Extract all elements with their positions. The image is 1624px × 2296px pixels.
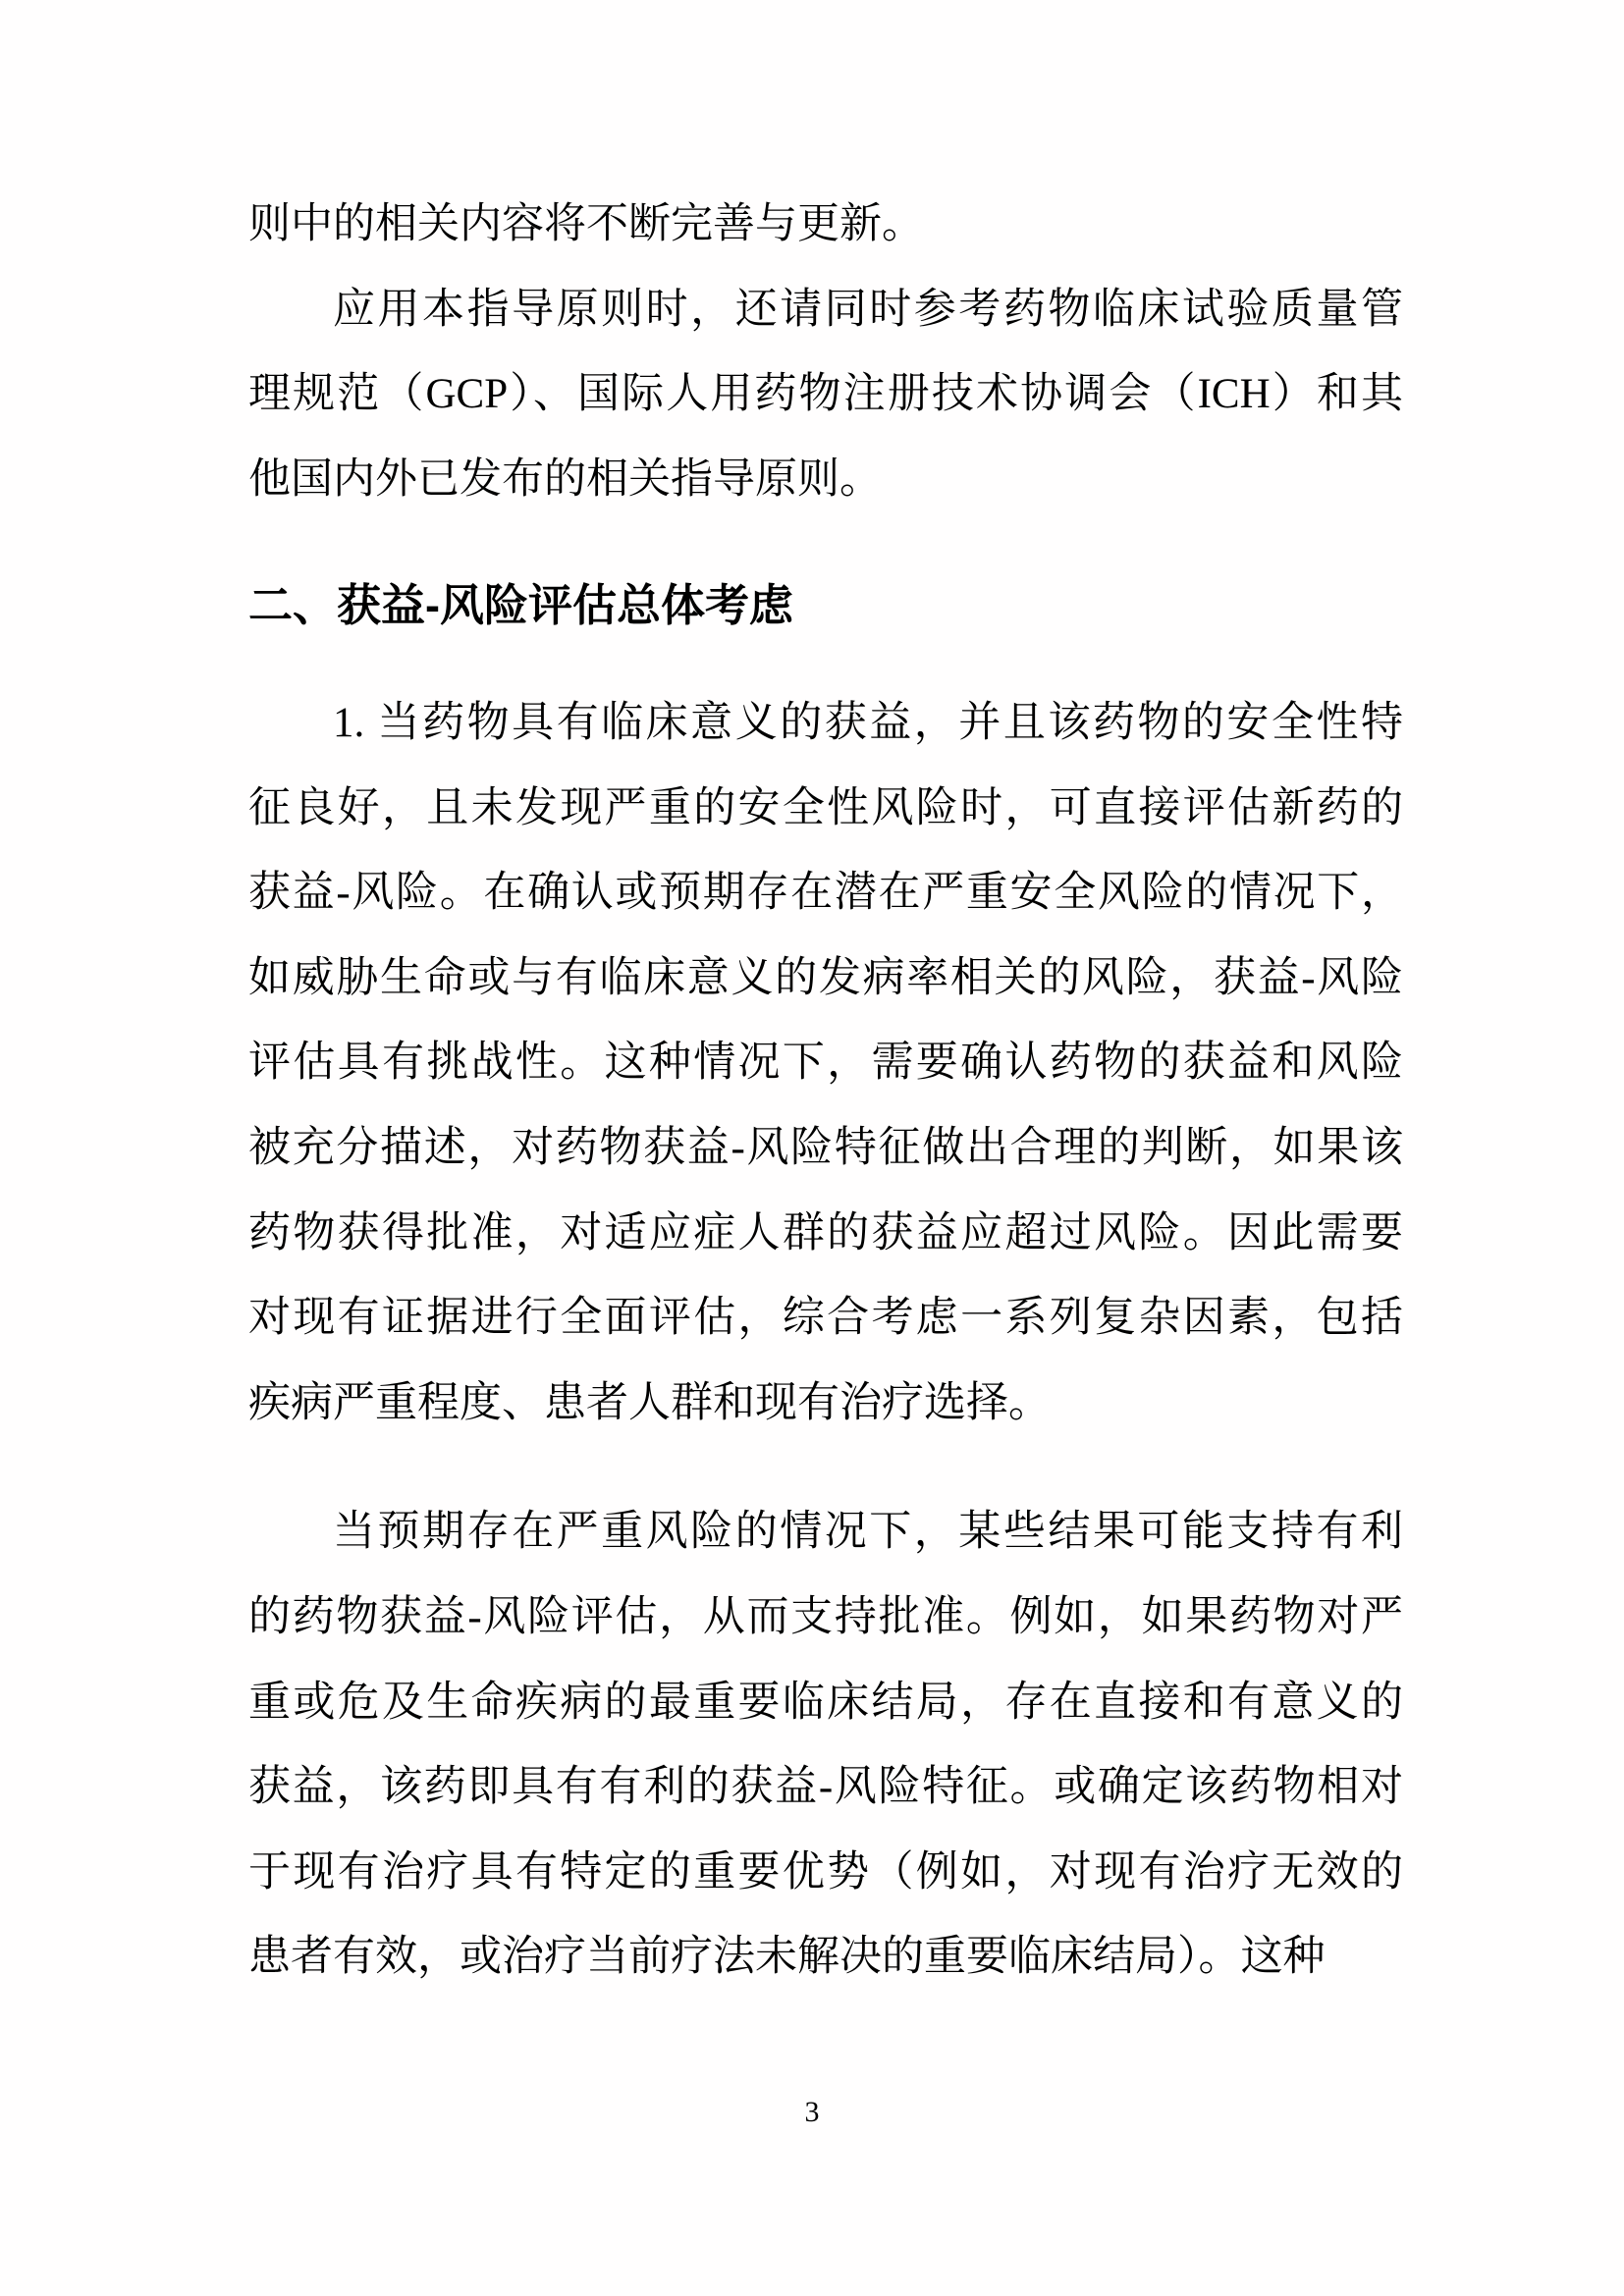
- paragraph-line: 重或危及生命疾病的最重要临床结局，存在直接和有意义的: [248, 1679, 1403, 1726]
- paragraph-line: 疾病严重程度、患者人群和现有治疗选择。: [248, 1379, 1051, 1426]
- heading-text: 二、获益-风险评估总体考虑: [248, 580, 793, 631]
- paragraph-line: 患者有效，或治疗当前疗法未解决的重要临床结局）。这种: [248, 1934, 1326, 1981]
- paragraph-line: 获益-风险。在确认或预期存在潜在严重安全风险的情况下，: [248, 870, 1403, 917]
- page-number: 3: [804, 2096, 820, 2128]
- paragraph-line: 于现有治疗具有特定的重要优势（例如，对现有治疗无效的: [248, 1848, 1403, 1896]
- paragraph: [248, 681, 1403, 1446]
- paragraph: [248, 183, 1403, 268]
- paragraph-line: 获益，该药即具有有利的获益-风险特征。或确定该药物相对: [248, 1764, 1403, 1811]
- paragraph-line: 征良好，且未发现严重的安全性风险时，可直接评估新药的: [248, 784, 1403, 831]
- page-footer: [0, 2093, 1624, 2132]
- document-body: [248, 183, 1403, 2001]
- paragraph-line: 被充分描述，对药物获益-风险特征做出合理的判断，如果该: [248, 1124, 1403, 1171]
- paragraph-line: 则中的相关内容将不断完善与更新。: [248, 201, 924, 247]
- paragraph-line: 应用本指导原则时，还请同时参考药物临床试验质量管: [333, 286, 1403, 333]
- paragraph-line: 他国内外已发布的相关指导原则。: [248, 455, 882, 503]
- paragraph-line: 药物获得批准，对适应症人群的获益应超过风险。因此需要: [248, 1209, 1403, 1256]
- paragraph-line: 理规范（GCP）、国际人用药物注册技术协调会（ICH）和其: [248, 371, 1403, 418]
- paragraph-line: 如威胁生命或与有临床意义的发病率相关的风险，获益-风险: [248, 954, 1403, 1001]
- paragraph: [248, 268, 1403, 523]
- paragraph-line: 评估具有挑战性。这种情况下，需要确认药物的获益和风险: [248, 1040, 1403, 1087]
- paragraph-line: 的药物获益-风险评估，从而支持批准。例如，如果药物对严: [248, 1593, 1403, 1640]
- section-heading: [248, 563, 1403, 649]
- paragraph-line: 当预期存在严重风险的情况下，某些结果可能支持有利: [333, 1509, 1403, 1556]
- paragraph-line: 1. 当药物具有临床意义的获益，并且该药物的安全性特: [333, 699, 1403, 746]
- paragraph: [248, 1490, 1403, 2001]
- paragraph-line: 对现有证据进行全面评估，综合考虑一系列复杂因素，包括: [248, 1295, 1403, 1342]
